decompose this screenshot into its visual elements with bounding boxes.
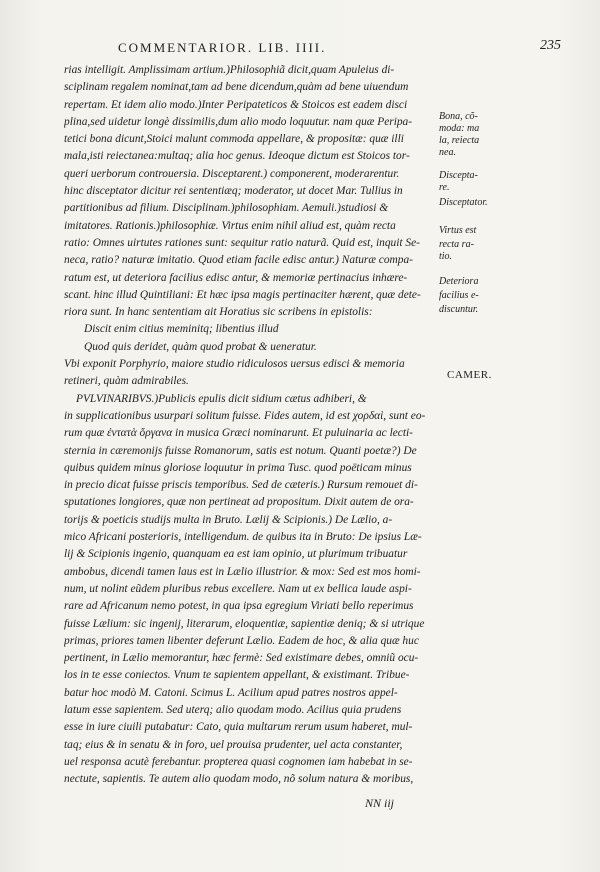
text-line: uel responsa acutè ferebantur. propterea quasi cognomen iam habebat in se- [64,755,413,768]
margin-note: nea. [439,147,456,158]
text-line: Vbi exponit Porphyrio, maiore studio ridiculosos uersus edisci & memoria [64,358,405,371]
text-line: Discit enim citius meminitq; libentius illud [84,323,279,336]
text-line: fuisse Lælium: sic ingenij, literarum, eloquentiæ, sapientiæ deniq; & si utrique [64,617,425,630]
text-line: partitionibus ad filium. Disciplinam.)philosophiam. Aemuli.)studiosi & [64,202,389,215]
margin-note: moda: ma [439,123,480,134]
text-line: retineri, quàm admirabiles. [64,375,189,388]
margin-note: Deteriora [439,276,479,287]
text-line: sputationes longiores, quæ non pertineat ad propositum. Dixit autem de ora- [64,496,414,509]
text-line: repertam. Et idem alio modo.)Inter Peripateticos & Stoicos est eadem disci [64,98,408,111]
text-line: rare ad Africanum nemo potest, in qua ipsa egregium Viriati bello reperimus [64,600,414,613]
text-line: in precio dicat fuisse priscis temporibus. Sed de cæteris.) Rursum remouet di- [64,479,418,492]
text-line: ratum est, ut deteriora facilius edisc antur, & memoriæ pertinacius inhære- [64,271,408,284]
margin-note: Virtus est [439,225,477,236]
text-line: num, ut nolint eũdem pluribus rebus excellere. Nam ut ex bellica laude aspi- [64,582,412,595]
margin-note: Disceptator. [439,197,488,208]
text-line: nectute, sapientis. Te autem alio quodam modo, nõ solum natura & moribus, [64,773,414,786]
text-line: lij & Scipionis ingenio, quanquam ea est iam opinio, ut plurimum tribuatur [64,548,408,561]
text-line: sciplinam regalem nominat,tam ad bene dicendum,quàm ad bene uiuendum [64,81,409,94]
text-line: in supplicationibus usurpari solitum fuisse. Fides autem, id est χορδαὶ, sunt eo- [64,409,426,422]
running-head: COMMENTARIOR. LIB. IIII. [118,40,327,55]
text-line: ratio: Omnes uirtutes rationes sunt: sequitur ratio naturã. Quid est, inquit Se- [64,236,420,249]
margin-note: discuntur. [439,304,479,315]
margin-note: facilius e- [439,290,479,301]
text-line: mala,isti reiectanea:multaq; alia hoc genus. Ideoque dictum est Stoicos tor- [64,150,410,163]
text-line: imitatores. Rationis.)philosophiæ. Virtus enim nihil aliud est, quàm recta [64,219,396,232]
commentary-text [64,62,439,788]
text-line: mico Africani posterioris, intelligendum. de quibus ita in Bruto: De ipsius Læ- [64,531,422,544]
text-line: plina,sed uidetur longè dissimilis,dum alio modo loquutur. nam quæ Peripa- [64,115,413,128]
text-line: scant. hinc illud Quintiliani: Et hæc ipsa magis pertinaciter hærent, quæ dete- [64,288,421,301]
margin-note: Discepta- [439,170,478,181]
margin-note: Bona, cõ- [439,111,478,122]
page-header [0,36,600,60]
text-line: PVLVINARIBVS.)Publicis epulis dicit sidium cætus adhiberi, & [76,392,367,405]
text-line: quibus quidem minus gloriose loquutur in prima Tusc. quod poëticam minus [64,461,412,474]
text-line: esse in iure ciuili putabatur: Cato, quia multarum rerum usum haberet, mul- [64,721,413,734]
text-line: Quod quis deridet, quàm quod probat & ueneratur. [84,340,317,353]
text-line: taq; eius & in senatu & in foro, uel prouisa prudenter, uel acta constanter, [64,738,403,751]
text-line: primas, priores tamen libenter deferunt Lælio. Eadem de hoc, & alia quæ huc [64,634,419,647]
page-number: 235 [540,38,561,53]
text-line: neca, ratio? naturæ imitatio. Quod etiam facile edisc antur.) Naturæ compa- [64,254,413,267]
text-line: pertinent, in Lælio memorantur, hæc fermè: Sed existimare debes, omniũ ocu- [64,652,419,665]
text-line: hinc disceptator dicitur rei sententiæq; moderator, ut docet Mar. Tullius in [64,185,403,198]
margin-note: tio. [439,251,453,262]
text-line: rias intelligit. Amplissimam artium.)Philosophiã dicit,quam Apuleius di- [64,64,395,76]
margin-note: recta ra- [439,239,474,250]
text-line: riora sunt. In hanc sententiam ait Horatius sic scribens in epistolis: [64,306,373,319]
text-line: sternia in cæremonijs fuisse Romanorum, satis est notum. Quanti poetæ?) De [64,444,417,457]
margin-note: la, reiecta [439,135,480,146]
margin-note: re. [439,182,450,193]
text-line: los in te esse coniectos. Vnum te sapientem appellant, & existimant. Tribue- [64,669,410,682]
signature-mark: NN iij [365,796,395,810]
text-line: torijs & poeticis studijs multa in Bruto. Lælij & Scipionis.) De Lælio, a- [64,513,393,526]
text-line: queri uerborum controuersia. Disceptarent.) componerent, moderarentur. [64,167,400,180]
text-line: tetici bona dicunt,Stoici malunt commoda appellare, & propositæ: quæ illi [64,133,404,146]
text-line: latum esse sapientem. Sed uterq; alio quodam modo. Acilius quia prudens [64,703,402,716]
margin-label-camer: CAMER. [447,369,492,381]
text-line: rum quæ ἐντατὰ ὄργανα in musica Græci nominarunt. Et puluinaria ac lecti- [64,427,413,440]
text-line: batur hoc modò M. Catoni. Scimus L. Acilium apud patres nostros appel- [64,686,398,699]
text-line: ambobus, dicendi tamen laus est in Lælio illustrior. & mox: Sed est mos homi- [64,565,421,578]
